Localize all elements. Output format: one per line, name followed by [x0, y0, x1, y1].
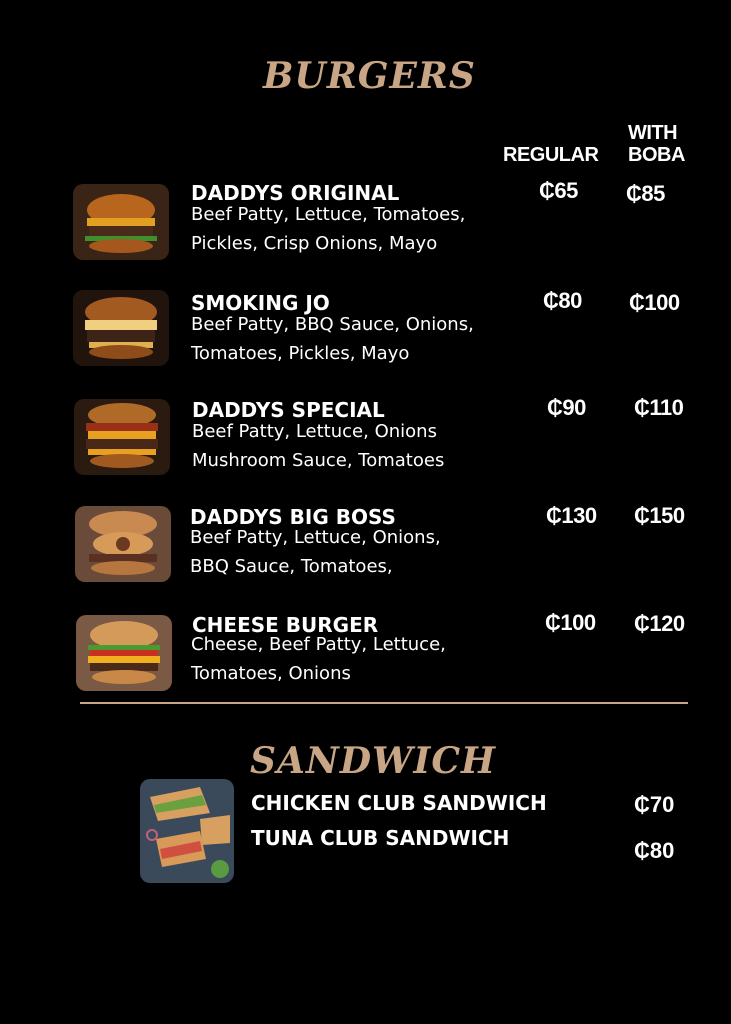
menu-item: [0, 612, 731, 712]
item-description: Beef Patty, BBQ Sauce, Onions, Tomatoes, Pickles, Mayo: [191, 314, 474, 364]
menu-item: [0, 505, 731, 605]
menu-item: [0, 290, 731, 390]
menu-item: [0, 180, 731, 280]
item-description: Cheese, Beef Patty, Lettuce, Tomatoes, Onions: [191, 634, 446, 684]
burger-photo: [75, 506, 171, 582]
with-boba-column-header: WITH BOBA: [628, 122, 685, 166]
item-name: SMOKING JO: [191, 291, 330, 315]
regular-column-header: REGULAR: [503, 144, 599, 166]
price-regular: ₵65: [539, 178, 578, 203]
burgers-section-title: BURGERS: [263, 55, 476, 97]
menu-item: [0, 397, 731, 497]
item-name: CHEESE BURGER: [192, 613, 379, 637]
sandwich-section-title: SANDWICH: [250, 740, 496, 782]
price-regular: ₵80: [543, 288, 582, 313]
price-with-boba: ₵85: [626, 181, 665, 206]
sandwich-photo: [140, 779, 234, 883]
price-regular: ₵130: [546, 503, 597, 528]
burger-photo: [73, 184, 169, 260]
sandwich-price: ₵80: [634, 838, 675, 863]
item-description: Beef Patty, Lettuce, Tomatoes, Pickles, Crisp Onions, Mayo: [191, 204, 466, 254]
burger-photo: [74, 399, 170, 475]
section-divider: [80, 702, 688, 704]
item-name: DADDYS SPECIAL: [192, 398, 385, 422]
price-regular: ₵100: [545, 610, 596, 635]
item-description: Beef Patty, Lettuce, Onions, BBQ Sauce, Tomatoes,: [190, 527, 441, 577]
item-description: Beef Patty, Lettuce, Onions Mushroom Sauce, Tomatoes: [192, 421, 445, 471]
price-with-boba: ₵120: [634, 611, 685, 636]
burger-photo: [76, 615, 172, 691]
item-name: DADDYS BIG BOSS: [190, 505, 396, 529]
price-with-boba: ₵150: [634, 503, 685, 528]
item-name: DADDYS ORIGINAL: [191, 181, 400, 205]
price-regular: ₵90: [547, 395, 586, 420]
sandwich-price: ₵70: [634, 792, 675, 817]
sandwich-item-name: CHICKEN CLUB SANDWICH: [251, 791, 547, 815]
price-with-boba: ₵110: [634, 395, 684, 420]
burger-photo: [73, 290, 169, 366]
sandwich-item-name: TUNA CLUB SANDWICH: [251, 826, 510, 850]
price-with-boba: ₵100: [629, 290, 680, 315]
